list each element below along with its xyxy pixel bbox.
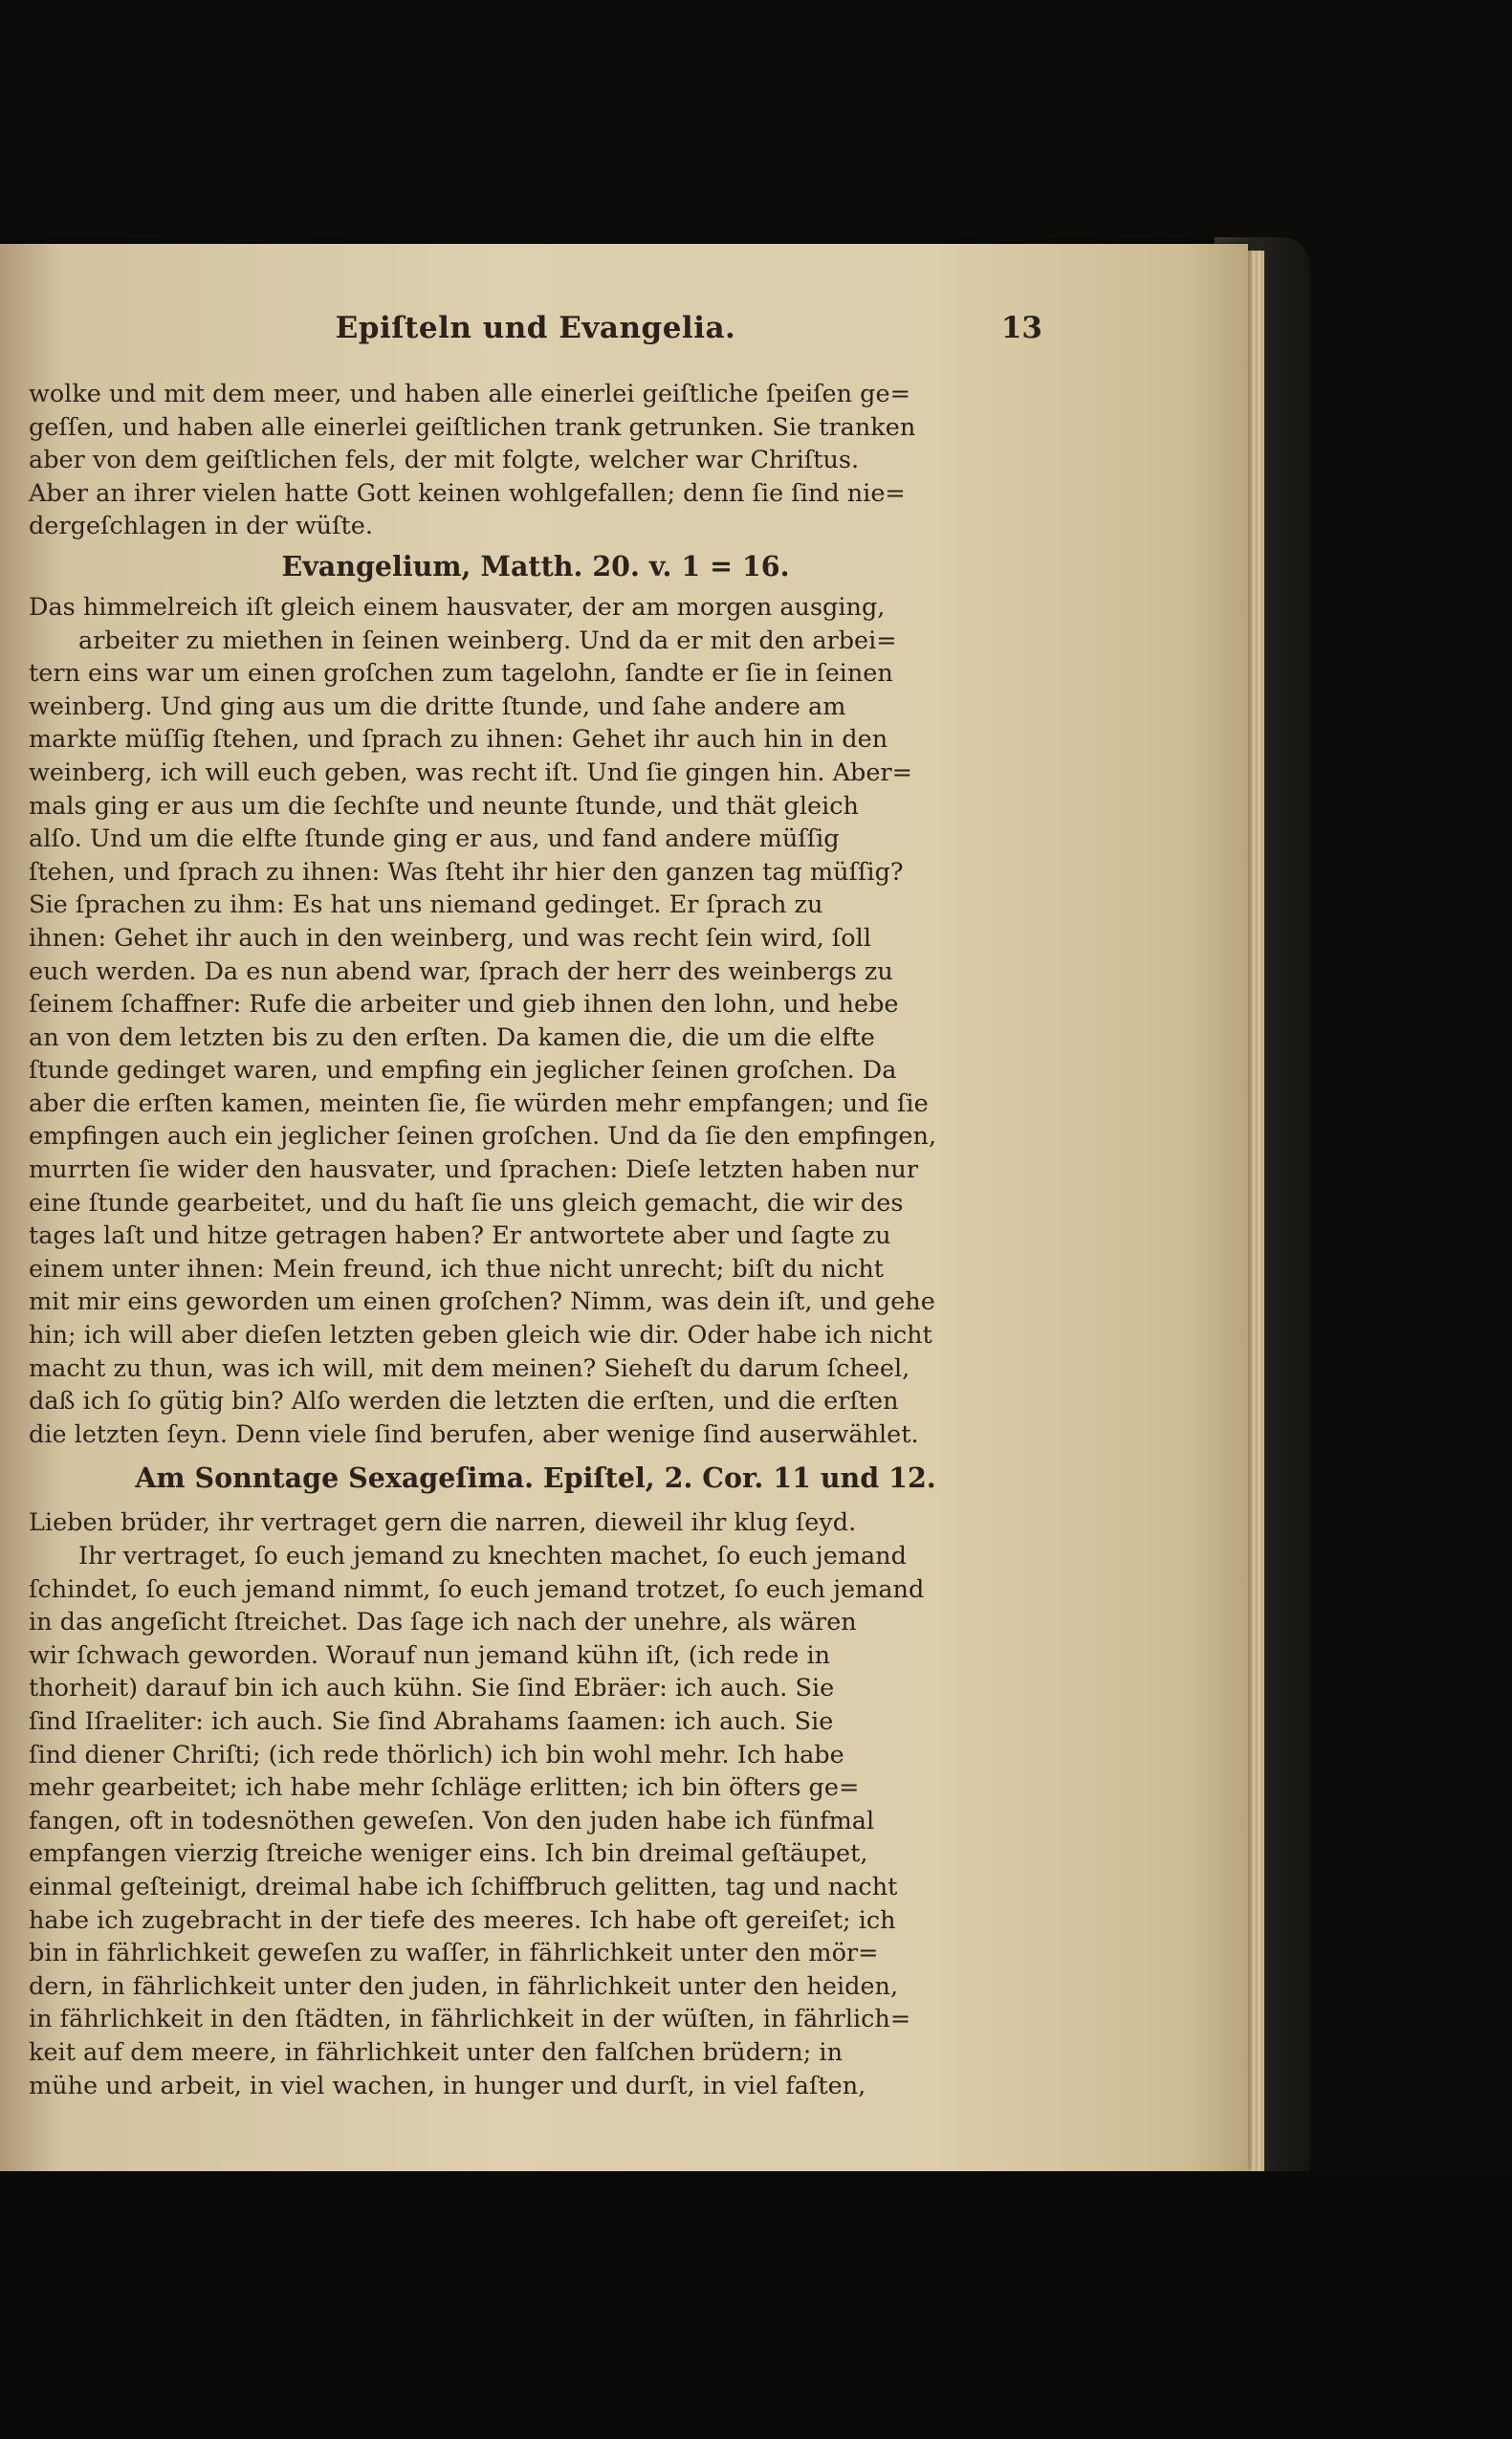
text-line: Lieben brüder, ihr vertraget gern die narren, dieweil ihr klug ſeyd. bbox=[29, 1508, 857, 1538]
text-line: an von dem letzten bis zu den erſten. Da kamen die, die um die elfte bbox=[29, 1022, 875, 1052]
text-line: in das angeſicht ſtreichet. Das ſage ich nach der unehre, als wären bbox=[29, 1608, 857, 1637]
text-line: alſo. Und um die elfte ſtunde ging er aus, und fand andere müſſig bbox=[29, 824, 840, 854]
text-line: ſind diener Chriſti; (ich rede thörlich) ich bin wohl mehr. Ich habe bbox=[29, 1740, 844, 1769]
scan-background-bottom bbox=[0, 2171, 1512, 2439]
text-line: euch werden. Da es nun abend war, ſprach der herr des weinbergs zu bbox=[29, 956, 893, 986]
text-line: Aber an ihrer vielen hatte Gott keinen wohlgefallen; denn ſie ſind nie= bbox=[29, 478, 906, 508]
scan-background-top bbox=[0, 0, 1512, 239]
text-line: hin; ich will aber dieſen letzten geben gleich wie dir. Oder habe ich nicht bbox=[29, 1321, 932, 1351]
running-head bbox=[29, 311, 1042, 359]
text-line: geſſen, und haben alle einerlei geiſtlichen trank getrunken. Sie tranken bbox=[29, 412, 916, 442]
text-line: macht zu thun, was ich will, mit dem meinen? Sieheſt du darum ſcheel, bbox=[29, 1353, 910, 1383]
text-line: keit auf dem meere, in fährlichkeit unter den falſchen brüdern; in bbox=[29, 2037, 844, 2067]
text-line: mit mir eins geworden um einen groſchen? Nimm, was dein iſt, und gehe bbox=[29, 1287, 935, 1317]
text-line: mals ging er aus um die ſechſte und neunte ſtunde, und thät gleich bbox=[29, 791, 859, 821]
text-line: empfangen vierzig ſtreiche weniger eins. Ich bin dreimal geſtäupet, bbox=[29, 1839, 868, 1869]
text-line: wir ſchwach geworden. Worauf nun jemand kühn iſt, (ich rede in bbox=[29, 1640, 831, 1670]
text-line: ſchindet, ſo euch jemand nimmt, ſo euch jemand trotzet, ſo euch jemand bbox=[29, 1574, 925, 1604]
epistle-continuation bbox=[29, 378, 1042, 543]
page-number: 13 bbox=[1000, 311, 1042, 345]
text-line: dern, in fährlichkeit unter den juden, in fährlichkeit unter den heiden, bbox=[29, 1971, 899, 2001]
text-line: ſind Iſraeliter: ich auch. Sie ſind Abrahams ſaamen: ich auch. Sie bbox=[29, 1706, 834, 1736]
text-line: aber von dem geiſtlichen fels, der mit folgte, welcher war Chriſtus. bbox=[29, 446, 860, 475]
text-line: tages laſt und hitze getragen haben? Er antwortete aber und ſagte zu bbox=[29, 1221, 891, 1251]
text-line: weinberg, ich will euch geben, was recht iſt. Und ſie gingen hin. Aber= bbox=[29, 758, 912, 787]
text-line: dergeſchlagen in der wüſte. bbox=[29, 512, 373, 541]
gospel-text bbox=[29, 591, 1042, 1451]
section-heading-epistle: Am Sonntage Sexageſima. Epiſtel, 2. Cor. 11 und 12. bbox=[135, 1461, 936, 1495]
text-line: einmal geſteinigt, dreimal habe ich ſchiffbruch gelitten, tag und nacht bbox=[29, 1872, 898, 1901]
text-line: ihnen: Gehet ihr auch in den weinberg, und was recht ſein wird, ſoll bbox=[29, 923, 871, 953]
text-line: ſeinem ſchaffner: Rufe die arbeiter und gieb ihnen den lohn, und hebe bbox=[29, 990, 899, 1020]
text-line: thorheit) darauf bin ich auch kühn. Sie ſind Ebräer: ich auch. Sie bbox=[29, 1674, 835, 1703]
text-line: ſtunde gedinget waren, und empfing ein jeglicher ſeinen groſchen. Da bbox=[29, 1056, 897, 1086]
text-line: in fährlichkeit in den ſtädten, in fährlichkeit in der wüſten, in fährlich= bbox=[29, 2005, 911, 2034]
text-line: habe ich zugebracht in der tiefe des meeres. Ich habe oft gereiſet; ich bbox=[29, 1905, 896, 1935]
text-line: markte müſſig ſtehen, und ſprach zu ihnen: Gehet ihr auch hin in den bbox=[29, 725, 888, 755]
text-line: murrten ſie wider den hausvater, und ſprachen: Dieſe letzten haben nur bbox=[29, 1155, 919, 1185]
text-line: tern eins war um einen groſchen zum tagelohn, ſandte er ſie in ſeinen bbox=[29, 659, 893, 689]
text-line: ſtehen, und ſprach zu ihnen: Was ſteht ihr hier den ganzen tag müſſig? bbox=[29, 857, 904, 887]
epistle-text bbox=[29, 1506, 1042, 2102]
text-line: wolke und mit dem meer, und haben alle einerlei geiſtliche ſpeiſen ge= bbox=[29, 380, 910, 408]
text-line: empfingen auch ein jeglicher ſeinen groſchen. Und da ſie den empfingen, bbox=[29, 1122, 937, 1152]
text-line: die letzten ſeyn. Denn viele ſind berufen, aber wenige ſind auserwählet. bbox=[29, 1419, 919, 1449]
text-line: daß ich ſo gütig bin? Alſo werden die letzten die erſten, und die erſten bbox=[29, 1387, 899, 1417]
text-line: eine ſtunde gearbeitet, und du haſt ſie uns gleich gemacht, die wir des bbox=[29, 1188, 904, 1218]
text-line: aber die erſten kamen, meinten ſie, ſie würden mehr empfangen; und ſie bbox=[29, 1088, 929, 1118]
text-line: Ihr vertraget, ſo euch jemand zu knechten machet, ſo euch jemand bbox=[78, 1542, 907, 1571]
text-line: mehr gearbeitet; ich habe mehr ſchläge erlitten; ich bin öfters ge= bbox=[29, 1773, 860, 1803]
running-head-title: Epiſteln und Evangelia. bbox=[335, 311, 736, 345]
section-heading-gospel: Evangelium, Matth. 20. v. 1 = 16. bbox=[281, 549, 790, 582]
text-line: weinberg. Und ging aus um die dritte ſtunde, und ſahe andere am bbox=[29, 692, 846, 721]
text-line: Das himmelreich iſt gleich einem hausvater, der am morgen ausging, bbox=[29, 592, 886, 622]
text-line: fangen, oft in todesnöthen geweſen. Von den juden habe ich fünfmal bbox=[29, 1806, 875, 1835]
text-line: mühe und arbeit, in viel wachen, in hunger und durſt, in viel faſten, bbox=[29, 2071, 866, 2100]
text-line: arbeiter zu miethen in ſeinen weinberg. Und da er mit den arbei= bbox=[78, 626, 897, 655]
text-line: Sie ſprachen zu ihm: Es hat uns niemand gedinget. Er ſprach zu bbox=[29, 890, 823, 920]
text-line: bin in fährlichkeit geweſen zu waſſer, in fährlichkeit unter den mör= bbox=[29, 1939, 879, 1968]
page-content bbox=[29, 311, 1042, 2102]
text-line: einem unter ihnen: Mein freund, ich thue nicht unrecht; biſt du nicht bbox=[29, 1254, 885, 1284]
